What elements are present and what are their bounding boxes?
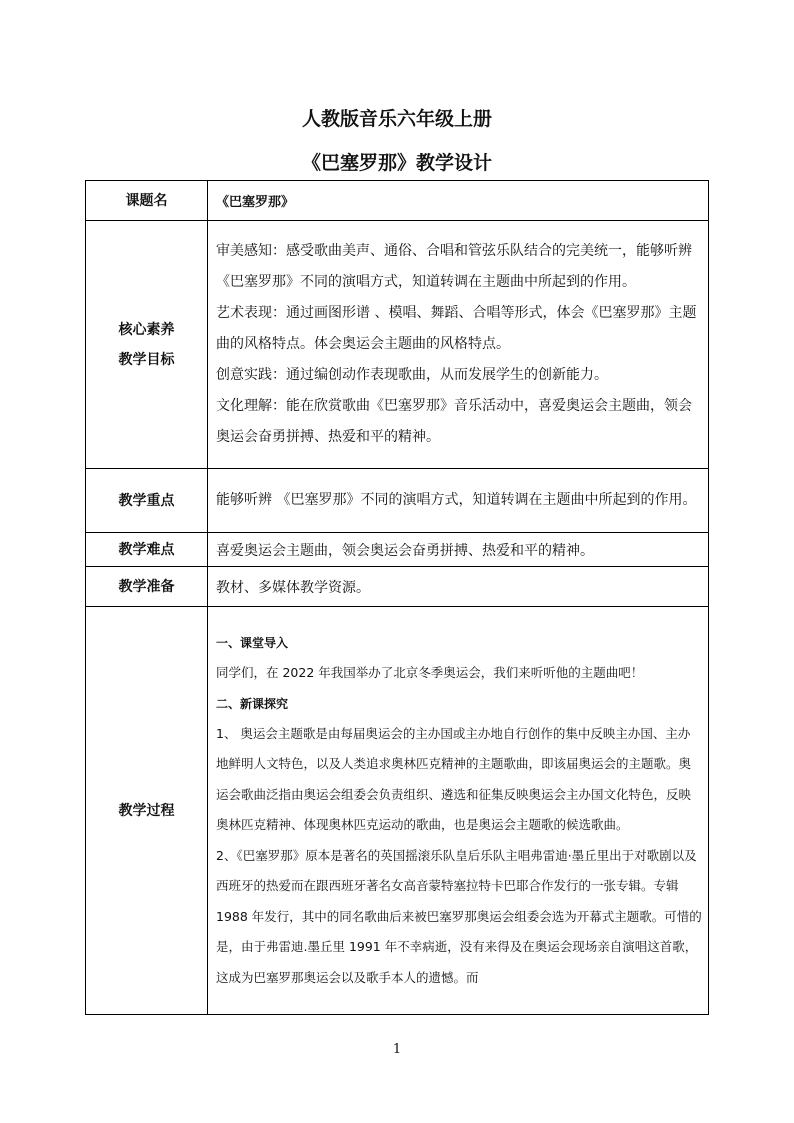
process-content bbox=[208, 607, 709, 1015]
process-item-2: 2、《巴塞罗那》原本是著名的英国摇滚乐队皇后乐队主唱弗雷迪·墨丘里出于对歌剧以及西班牙的热爱而在跟西班牙著名女高音蒙特塞拉特卡巴耶合作发行的一张专辑。专辑 1988 年发行，其中的同名歌曲后来被巴塞罗那奥运会组委会选为开幕式主题歌。可惜的是，由于弗雷迪.墨丘里 1991 年不幸病逝，没有来得及在奥运会现场亲自演唱这首歌，这成为巴塞罗那奥运会以及歌手本人的遗憾。而 bbox=[216, 847, 702, 985]
goal-expression: 艺术表现：通过画图形谱 、模唱、舞蹈、合唱等形式，体会《巴塞罗那》主题曲的风格特点。体会奥运会主题曲的风格特点。 bbox=[216, 305, 697, 352]
difficulties-value: 喜爱奥运会主题曲，领会奥运会奋勇拼搏、热爱和平的精神。 bbox=[208, 533, 709, 567]
goals-content bbox=[208, 221, 709, 469]
goal-culture: 文化理解：能在欣赏歌曲《巴塞罗那》音乐活动中，喜爱奥运会主题曲，领会奥运会奋勇拼搏、热爱和平的精神。 bbox=[216, 398, 692, 445]
page-number: 1 bbox=[392, 1042, 402, 1057]
table-row-process bbox=[86, 607, 709, 1015]
document-title: 人教版音乐六年级上册 bbox=[301, 108, 492, 130]
section1-heading: 一、课堂导入 bbox=[216, 636, 289, 650]
table-row-preparation bbox=[86, 567, 709, 607]
key-points-label: 教学重点 bbox=[86, 469, 208, 533]
document-subtitle: 《巴塞罗那》教学设计 bbox=[301, 152, 492, 174]
difficulties-label: 教学难点 bbox=[86, 533, 208, 567]
goal-creativity: 创意实践：通过编创动作表现歌曲，从而发展学生的创新能力。 bbox=[216, 367, 608, 383]
preparation-value: 教材、多媒体教学资源。 bbox=[208, 567, 709, 607]
lesson-plan-table bbox=[85, 180, 709, 1015]
goal-aesthetic: 审美感知：感受歌曲美声、通俗、合唱和管弦乐队结合的完美统一，能够听辨 《巴塞罗那》不同的演唱方式，知道转调在主题曲中所起到的作用。 bbox=[216, 243, 692, 290]
section1-text: 同学们，在 2022 年我国举办了北京冬季奥运会，我们来听听他的主题曲吧！ bbox=[216, 665, 644, 680]
topic-value: 《巴塞罗那》 bbox=[208, 181, 709, 221]
process-label: 教学过程 bbox=[86, 607, 208, 1015]
goals-label-line2: 教学目标 bbox=[118, 351, 175, 368]
goals-label bbox=[86, 221, 208, 469]
process-item-1: 1、 奥运会主题歌是由每届奥运会的主办国或主办地自行创作的集中反映主办国、主办地鲜明人文特色，以及人类追求奥林匹克精神的主题歌曲，即该届奥运会的主题歌。奥运会歌曲泛指由奥运会组委会负责组织、遴选和征集反映奥运会主办国文化特色，反映奥林匹克精神、体现奥林匹克运动的歌曲，也是奥运会主题歌的候选歌曲。 bbox=[216, 725, 692, 832]
preparation-label: 教学准备 bbox=[86, 567, 208, 607]
table-row-key-points bbox=[86, 469, 709, 533]
table-row-goals bbox=[86, 221, 709, 469]
table-row-difficulties bbox=[86, 533, 709, 567]
goals-label-line1: 核心素养 bbox=[118, 321, 175, 338]
section2-heading: 二、新课探究 bbox=[216, 696, 289, 711]
table-row-topic bbox=[86, 181, 709, 221]
topic-label: 课题名 bbox=[86, 181, 208, 221]
key-points-value bbox=[208, 469, 709, 533]
key-points-text: 能够听辨 《巴塞罗那》不同的演唱方式，知道转调在主题曲中所起到的作用。 bbox=[216, 492, 697, 508]
